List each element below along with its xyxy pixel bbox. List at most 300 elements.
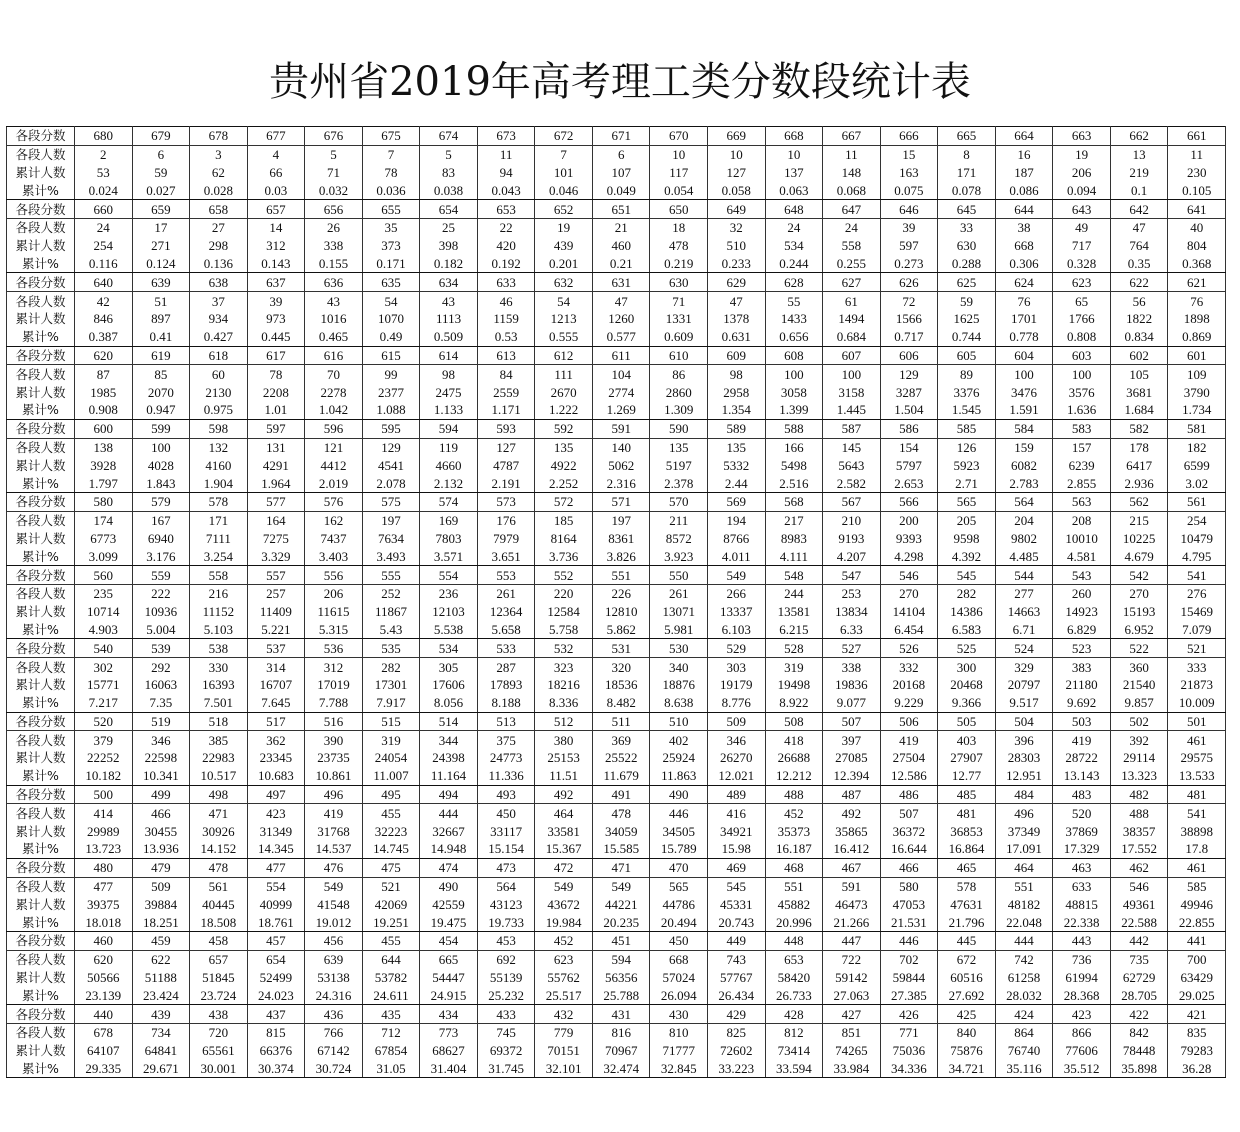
cumulative-count-cell: 764 [1110,237,1168,255]
cumulative-count-cell: 2278 [305,383,363,401]
score-cell: 424 [995,1005,1053,1024]
cumulative-percent-cell: 12.77 [938,767,996,785]
table-row [7,419,1226,438]
cumulative-count-cell: 13337 [708,603,766,621]
cumulative-count-cell: 23735 [305,749,363,767]
cumulative-percent-cell: 0.445 [247,328,305,346]
cumulative-count-cell: 219 [1110,164,1168,182]
count-cell: 19 [535,218,593,236]
score-cell: 591 [592,419,650,438]
count-cell: 385 [190,731,248,749]
count-cell: 178 [1110,438,1168,456]
count-cell: 254 [1168,511,1226,529]
cumulative-percent-cell: 0.116 [75,255,133,273]
cumulative-count-cell: 5498 [765,456,823,474]
score-cell: 640 [75,273,133,292]
count-cell: 100 [1053,365,1111,383]
score-cell: 571 [592,492,650,511]
cumulative-count-cell: 338 [305,237,363,255]
cumulative-count-cell: 4541 [362,456,420,474]
cumulative-percent-cell: 0.778 [995,328,1053,346]
score-cell: 553 [477,566,535,585]
count-cell: 40 [1168,218,1226,236]
score-cell: 438 [190,1005,248,1024]
count-cell: 702 [880,950,938,968]
score-cell: 485 [938,785,996,804]
count-cell: 452 [765,804,823,822]
score-cell: 632 [535,273,593,292]
cumulative-percent-cell: 30.724 [305,1060,363,1078]
cumulative-count-cell: 107 [592,164,650,182]
cumulative-percent-cell: 35.512 [1053,1060,1111,1078]
count-cell: 140 [592,438,650,456]
score-cell: 442 [1110,932,1168,951]
cumulative-percent-cell: 6.215 [765,621,823,639]
table-row [7,621,1226,639]
cumulative-percent-cell: 0.233 [708,255,766,273]
score-cell: 432 [535,1005,593,1024]
cumulative-percent-cell: 5.43 [362,621,420,639]
cumulative-count-cell: 16063 [132,676,190,694]
table-row [7,658,1226,676]
count-cell: 734 [132,1024,190,1042]
cumulative-count-cell: 70967 [592,1042,650,1060]
cumulative-count-cell: 4922 [535,456,593,474]
cumulative-count-cell: 4412 [305,456,363,474]
cumulative-percent-cell: 6.583 [938,621,996,639]
score-cell: 614 [420,346,478,365]
cumulative-count-cell: 37869 [1053,822,1111,840]
cumulative-percent-cell: 0.124 [132,255,190,273]
cumulative-count-cell: 32223 [362,822,420,840]
cumulative-percent-cell: 0.036 [362,181,420,199]
cumulative-percent-cell: 4.207 [823,547,881,565]
cumulative-count-cell: 21540 [1110,676,1168,694]
count-cell: 138 [75,438,133,456]
cumulative-percent-cell: 5.103 [190,621,248,639]
score-cell: 621 [1168,273,1226,292]
cumulative-percent-cell: 5.981 [650,621,708,639]
cumulative-percent-cell: 0.808 [1053,328,1111,346]
cumulative-count-cell: 49361 [1110,895,1168,913]
cumulative-count-cell: 15193 [1110,603,1168,621]
cumulative-count-cell: 2670 [535,383,593,401]
score-cell: 510 [650,712,708,731]
cumulative-percent-cell: 0.908 [75,401,133,419]
table-row [7,474,1226,492]
count-cell: 766 [305,1024,363,1042]
cumulative-percent-cell: 8.638 [650,694,708,712]
row-label-cumulative: 累计人数 [7,603,75,621]
count-cell: 5 [420,145,478,163]
table-row [7,584,1226,602]
cumulative-percent-cell: 1.01 [247,401,305,419]
cumulative-count-cell: 78 [362,164,420,182]
score-cell: 601 [1168,346,1226,365]
cumulative-count-cell: 94 [477,164,535,182]
cumulative-percent-cell: 0.717 [880,328,938,346]
cumulative-percent-cell: 20.743 [708,913,766,931]
score-cell: 518 [190,712,248,731]
cumulative-percent-cell: 0.171 [362,255,420,273]
score-cell: 589 [708,419,766,438]
cumulative-count-cell: 27504 [880,749,938,767]
count-cell: 554 [247,877,305,895]
count-cell: 866 [1053,1024,1111,1042]
count-cell: 549 [305,877,363,895]
table-row [7,1042,1226,1060]
row-label-percent: 累计% [7,474,75,492]
score-cell: 430 [650,1005,708,1024]
cumulative-count-cell: 19179 [708,676,766,694]
count-cell: 549 [535,877,593,895]
count-cell: 633 [1053,877,1111,895]
row-label-score: 各段分数 [7,932,75,951]
row-label-score: 各段分数 [7,419,75,438]
score-cell: 507 [823,712,881,731]
cumulative-percent-cell: 1.309 [650,401,708,419]
cumulative-percent-cell: 0.656 [765,328,823,346]
cumulative-percent-cell: 1.354 [708,401,766,419]
cumulative-count-cell: 897 [132,310,190,328]
cumulative-percent-cell: 34.721 [938,1060,996,1078]
row-label-percent: 累计% [7,1060,75,1078]
count-cell: 27 [190,218,248,236]
count-cell: 478 [592,804,650,822]
cumulative-count-cell: 12584 [535,603,593,621]
count-cell: 678 [75,1024,133,1042]
score-cell: 616 [305,346,363,365]
count-cell: 455 [362,804,420,822]
cumulative-count-cell: 33581 [535,822,593,840]
count-cell: 135 [650,438,708,456]
count-cell: 444 [420,804,478,822]
count-cell: 89 [938,365,996,383]
row-label-percent: 累计% [7,913,75,931]
count-cell: 47 [592,292,650,310]
cumulative-percent-cell: 1.964 [247,474,305,492]
score-cell: 532 [535,639,593,658]
score-cell: 487 [823,785,881,804]
cumulative-percent-cell: 29.335 [75,1060,133,1078]
count-cell: 851 [823,1024,881,1042]
cumulative-percent-cell: 14.345 [247,840,305,858]
table-row [7,840,1226,858]
cumulative-count-cell: 66376 [247,1042,305,1060]
count-cell: 825 [708,1024,766,1042]
cumulative-percent-cell: 0.53 [477,328,535,346]
count-cell: 13 [1110,145,1168,163]
cumulative-percent-cell: 5.658 [477,621,535,639]
cumulative-percent-cell: 29.025 [1168,986,1226,1004]
count-cell: 100 [823,365,881,383]
score-cell: 648 [765,200,823,219]
count-cell: 42 [75,292,133,310]
cumulative-count-cell: 8766 [708,530,766,548]
cumulative-percent-cell: 32.474 [592,1060,650,1078]
cumulative-percent-cell: 0.288 [938,255,996,273]
cumulative-percent-cell: 15.98 [708,840,766,858]
cumulative-percent-cell: 1.843 [132,474,190,492]
cumulative-percent-cell: 1.445 [823,401,881,419]
score-cell: 452 [535,932,593,951]
count-cell: 736 [1053,950,1111,968]
count-cell: 19 [1053,145,1111,163]
score-cell: 459 [132,932,190,951]
count-cell: 261 [650,584,708,602]
row-label-count: 各段人数 [7,584,75,602]
count-cell: 319 [765,658,823,676]
cumulative-count-cell: 4160 [190,456,248,474]
score-cell: 542 [1110,566,1168,585]
cumulative-percent-cell: 0.046 [535,181,593,199]
table-row [7,200,1226,219]
row-label-cumulative: 累计人数 [7,456,75,474]
cumulative-count-cell: 10936 [132,603,190,621]
count-cell: 488 [1110,804,1168,822]
cumulative-percent-cell: 2.783 [995,474,1053,492]
cumulative-count-cell: 1701 [995,310,1053,328]
cumulative-percent-cell: 9.857 [1110,694,1168,712]
cumulative-count-cell: 55762 [535,969,593,987]
count-cell: 2 [75,145,133,163]
count-cell: 182 [1168,438,1226,456]
cumulative-percent-cell: 7.788 [305,694,363,712]
cumulative-percent-cell: 23.724 [190,986,248,1004]
score-cell: 562 [1110,492,1168,511]
cumulative-count-cell: 71 [305,164,363,182]
cumulative-percent-cell: 6.71 [995,621,1053,639]
count-cell: 835 [1168,1024,1226,1042]
score-cell: 540 [75,639,133,658]
score-cell: 668 [765,127,823,146]
score-cell: 446 [880,932,938,951]
cumulative-count-cell: 1766 [1053,310,1111,328]
cumulative-count-cell: 137 [765,164,823,182]
score-cell: 638 [190,273,248,292]
cumulative-count-cell: 59844 [880,969,938,987]
score-cell: 475 [362,858,420,877]
cumulative-percent-cell: 1.269 [592,401,650,419]
score-cell: 586 [880,419,938,438]
count-cell: 65 [1053,292,1111,310]
score-cell: 514 [420,712,478,731]
cumulative-count-cell: 14386 [938,603,996,621]
count-cell: 98 [708,365,766,383]
count-cell: 261 [477,584,535,602]
cumulative-count-cell: 12810 [592,603,650,621]
count-cell: 282 [362,658,420,676]
cumulative-count-cell: 73414 [765,1042,823,1060]
cumulative-percent-cell: 19.251 [362,913,420,931]
cumulative-percent-cell: 0.509 [420,328,478,346]
count-cell: 815 [247,1024,305,1042]
cumulative-percent-cell: 0.155 [305,255,363,273]
cumulative-percent-cell: 0.054 [650,181,708,199]
cumulative-count-cell: 1566 [880,310,938,328]
cumulative-percent-cell: 0.105 [1168,181,1226,199]
cumulative-count-cell: 21873 [1168,676,1226,694]
count-cell: 312 [305,658,363,676]
count-cell: 145 [823,438,881,456]
row-label-cumulative: 累计人数 [7,164,75,182]
count-cell: 87 [75,365,133,383]
row-label-count: 各段人数 [7,511,75,529]
table-row [7,383,1226,401]
score-cell: 481 [1168,785,1226,804]
cumulative-percent-cell: 0.577 [592,328,650,346]
score-cell: 500 [75,785,133,804]
score-cell: 509 [708,712,766,731]
cumulative-percent-cell: 3.923 [650,547,708,565]
cumulative-percent-cell: 7.217 [75,694,133,712]
count-cell: 104 [592,365,650,383]
score-cell: 605 [938,346,996,365]
cumulative-percent-cell: 3.826 [592,547,650,565]
count-cell: 402 [650,731,708,749]
cumulative-count-cell: 25924 [650,749,708,767]
row-label-score: 各段分数 [7,785,75,804]
cumulative-percent-cell: 4.581 [1053,547,1111,565]
cumulative-count-cell: 8361 [592,530,650,548]
score-cell: 579 [132,492,190,511]
count-cell: 620 [75,950,133,968]
score-cell: 597 [247,419,305,438]
cumulative-count-cell: 10225 [1110,530,1168,548]
score-cell: 529 [708,639,766,658]
count-cell: 665 [420,950,478,968]
score-cell: 456 [305,932,363,951]
count-cell: 8 [938,145,996,163]
cumulative-percent-cell: 5.758 [535,621,593,639]
count-cell: 100 [765,365,823,383]
cumulative-percent-cell: 5.538 [420,621,478,639]
count-cell: 282 [938,584,996,602]
cumulative-percent-cell: 1.399 [765,401,823,419]
cumulative-percent-cell: 11.007 [362,767,420,785]
count-cell: 594 [592,950,650,968]
count-cell: 446 [650,804,708,822]
score-cell: 665 [938,127,996,146]
count-cell: 477 [75,877,133,895]
score-cell: 570 [650,492,708,511]
score-cell: 590 [650,419,708,438]
cumulative-count-cell: 17301 [362,676,420,694]
score-cell: 611 [592,346,650,365]
cumulative-percent-cell: 0.21 [592,255,650,273]
cumulative-percent-cell: 10.341 [132,767,190,785]
score-cell: 466 [880,858,938,877]
row-label-cumulative: 累计人数 [7,676,75,694]
score-cell: 501 [1168,712,1226,731]
cumulative-percent-cell: 0.35 [1110,255,1168,273]
count-cell: 7 [362,145,420,163]
score-cell: 538 [190,639,248,658]
count-cell: 129 [880,365,938,383]
cumulative-count-cell: 9393 [880,530,938,548]
score-cell: 659 [132,200,190,219]
score-cell: 639 [132,273,190,292]
count-cell: 551 [765,877,823,895]
score-cell: 552 [535,566,593,585]
score-cell: 550 [650,566,708,585]
cumulative-percent-cell: 12.394 [823,767,881,785]
count-cell: 5 [305,145,363,163]
cumulative-count-cell: 46473 [823,895,881,913]
count-cell: 735 [1110,950,1168,968]
cumulative-percent-cell: 19.984 [535,913,593,931]
score-cell: 636 [305,273,363,292]
cumulative-count-cell: 171 [938,164,996,182]
score-cell: 569 [708,492,766,511]
score-cell: 595 [362,419,420,438]
score-cell: 672 [535,127,593,146]
cumulative-count-cell: 973 [247,310,305,328]
cumulative-percent-cell: 16.644 [880,840,938,858]
score-cell: 680 [75,127,133,146]
count-cell: 564 [477,877,535,895]
score-cell: 525 [938,639,996,658]
count-cell: 226 [592,584,650,602]
cumulative-percent-cell: 28.368 [1053,986,1111,1004]
score-cell: 619 [132,346,190,365]
cumulative-count-cell: 230 [1168,164,1226,182]
cumulative-count-cell: 1433 [765,310,823,328]
cumulative-count-cell: 3576 [1053,383,1111,401]
cumulative-count-cell: 9193 [823,530,881,548]
count-cell: 10 [708,145,766,163]
cumulative-count-cell: 1159 [477,310,535,328]
cumulative-count-cell: 4291 [247,456,305,474]
table-row [7,712,1226,731]
count-cell: 127 [477,438,535,456]
count-cell: 24 [75,218,133,236]
table-row [7,237,1226,255]
cumulative-percent-cell: 11.336 [477,767,535,785]
cumulative-percent-cell: 33.223 [708,1060,766,1078]
table-row [7,950,1226,968]
cumulative-count-cell: 32667 [420,822,478,840]
count-cell: 270 [1110,584,1168,602]
cumulative-percent-cell: 25.232 [477,986,535,1004]
score-cell: 467 [823,858,881,877]
cumulative-percent-cell: 24.611 [362,986,420,1004]
table-row [7,986,1226,1004]
cumulative-count-cell: 70151 [535,1042,593,1060]
cumulative-count-cell: 34505 [650,822,708,840]
cumulative-count-cell: 7634 [362,530,420,548]
cumulative-count-cell: 10479 [1168,530,1226,548]
table-row [7,492,1226,511]
cumulative-count-cell: 34921 [708,822,766,840]
cumulative-count-cell: 13071 [650,603,708,621]
cumulative-count-cell: 1070 [362,310,420,328]
cumulative-count-cell: 127 [708,164,766,182]
count-cell: 779 [535,1024,593,1042]
cumulative-count-cell: 3058 [765,383,823,401]
cumulative-percent-cell: 26.434 [708,986,766,1004]
cumulative-percent-cell: 0.201 [535,255,593,273]
count-cell: 197 [362,511,420,529]
count-cell: 54 [362,292,420,310]
cumulative-percent-cell: 29.671 [132,1060,190,1078]
count-cell: 185 [535,511,593,529]
cumulative-count-cell: 478 [650,237,708,255]
score-cell: 617 [247,346,305,365]
count-cell: 222 [132,584,190,602]
score-cell: 451 [592,932,650,951]
cumulative-count-cell: 1898 [1168,310,1226,328]
